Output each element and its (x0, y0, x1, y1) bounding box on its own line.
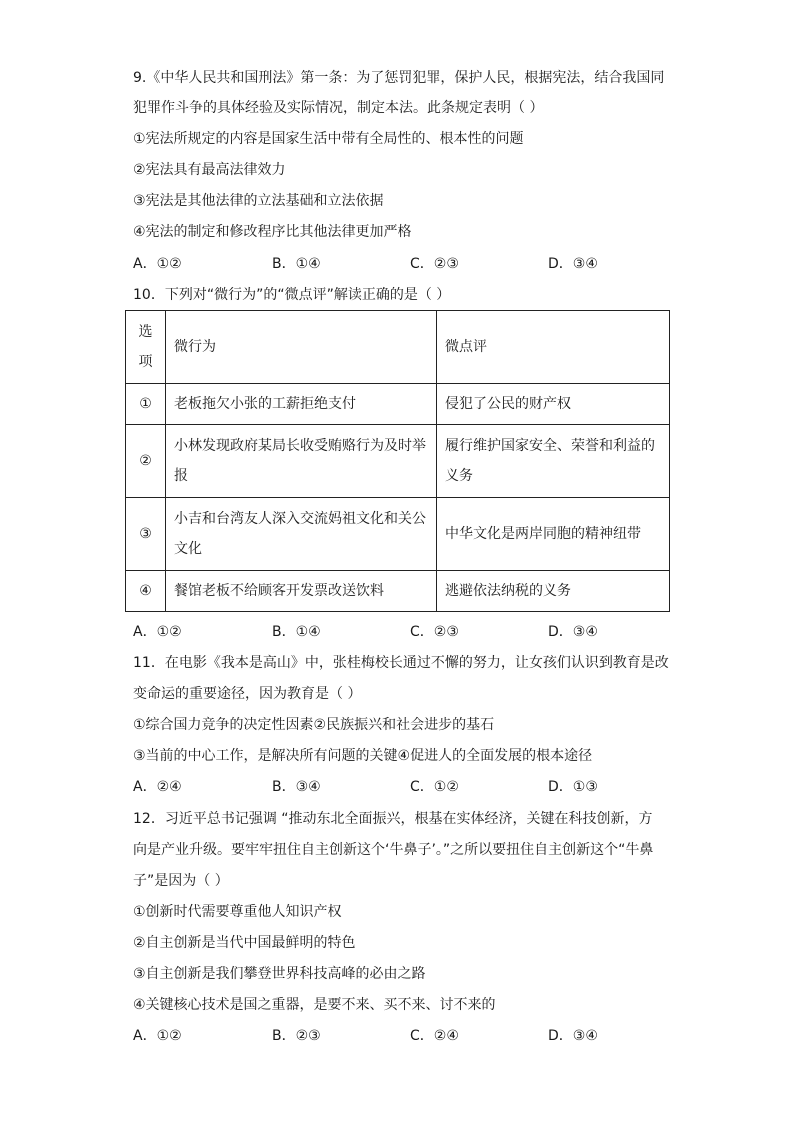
q10-choice-b[interactable]: B．①④ (272, 624, 321, 640)
table-row (126, 425, 670, 498)
row-number: ④ (126, 571, 166, 612)
header-option-char1: 选 (138, 324, 153, 340)
row-behavior-line1: 小林发现政府某局长收受贿赂行为及时举 (174, 438, 426, 454)
row-comment-line1: 履行维护国家安全、荣誉和利益的 (445, 438, 655, 454)
q12-stem-line1: 12．习近平总书记强调 “推动东北全面振兴，根基在实体经济，关键在科技创新，方 (133, 811, 653, 827)
q9-choice-c[interactable]: C．②③ (410, 256, 459, 272)
q12-choice-a[interactable]: A．①② (133, 1028, 182, 1044)
q11-choice-c[interactable]: C．①② (410, 779, 459, 795)
q9-option-1: ①宪法所规定的内容是国家生活中带有全局性的、根本性的问题 (133, 131, 524, 147)
q9-choice-a[interactable]: A．①② (133, 256, 182, 272)
row-behavior (166, 425, 437, 498)
row-comment (437, 425, 670, 498)
q9-choice-d[interactable]: D．③④ (548, 256, 598, 272)
row-comment: 中华文化是两岸同胞的精神纽带 (437, 498, 670, 571)
row-number: ① (126, 384, 166, 425)
table-row (126, 384, 670, 425)
q11-choices (133, 777, 653, 797)
q11-choice-a[interactable]: A．②④ (133, 779, 182, 795)
row-behavior: 餐馆老板不给顾客开发票改送饮料 (166, 571, 437, 612)
row-behavior-line2: 文化 (174, 541, 202, 557)
header-option-cell (126, 311, 166, 384)
q10-choice-a[interactable]: A．①② (133, 624, 182, 640)
q12-choices (133, 1026, 653, 1046)
row-comment: 侵犯了公民的财产权 (437, 384, 670, 425)
q10-stem: 10．下列对“微行为”的“微点评”解读正确的是（ ） (133, 287, 451, 303)
q12-stem-line3: 子”是因为（ ） (133, 873, 229, 889)
table-header-row (126, 311, 670, 384)
q9-option-3: ③宪法是其他法律的立法基础和立法依据 (133, 193, 384, 209)
header-comment-cell: 微点评 (437, 311, 670, 384)
q11-stem-line2: 变命运的重要途径，因为教育是（ ） (133, 686, 362, 702)
q9-option-4: ④宪法的制定和修改程序比其他法律更加严格 (133, 224, 412, 240)
q10-choices (133, 622, 653, 642)
q11-option-2: ③当前的中心工作，是解决所有问题的关键④促进人的全面发展的根本途径 (133, 748, 593, 764)
q12-option-3: ③自主创新是我们攀登世界科技高峰的必由之路 (133, 966, 426, 982)
q12-choice-c[interactable]: C．②④ (410, 1028, 459, 1044)
q12-choice-d[interactable]: D．③④ (548, 1028, 598, 1044)
table-row (126, 571, 670, 612)
table-row (126, 498, 670, 571)
q10-table (125, 310, 670, 612)
row-behavior-line1: 小吉和台湾友人深入交流妈祖文化和关公 (174, 511, 426, 527)
q12-stem-line2: 向是产业升级。要牢牢扭住自主创新这个‘牛鼻子’。”之所以要扭住自主创新这个“牛鼻 (133, 842, 654, 858)
row-behavior-line2: 报 (174, 468, 188, 484)
header-option-char2: 项 (138, 354, 153, 370)
q12-choice-b[interactable]: B．②③ (272, 1028, 321, 1044)
q9-stem-line2: 犯罪作斗争的具体经验及实际情况，制定本法。此条规定表明（ ） (133, 100, 544, 116)
q12-option-4: ④关键核心技术是国之重器，是要不来、买不来、讨不来的 (133, 997, 496, 1013)
row-number: ③ (126, 498, 166, 571)
q9-option-2: ②宪法具有最高法律效力 (133, 162, 286, 178)
row-number: ② (126, 425, 166, 498)
row-comment: 逃避依法纳税的义务 (437, 571, 670, 612)
q10-choice-d[interactable]: D．③④ (548, 624, 598, 640)
q12-option-1: ①创新时代需要尊重他人知识产权 (133, 904, 342, 920)
q10-choice-c[interactable]: C．②③ (410, 624, 459, 640)
q9-choices (133, 254, 653, 274)
q11-choice-b[interactable]: B．③④ (272, 779, 321, 795)
q11-stem-line1: 11．在电影《我本是高山》中，张桂梅校长通过不懈的努力，让女孩们认识到教育是改 (133, 655, 669, 671)
row-behavior (166, 498, 437, 571)
q11-choice-d[interactable]: D．①③ (548, 779, 598, 795)
q9-stem-line1: 9.《中华人民共和国刑法》第一条：为了惩罚犯罪，保护人民，根据宪法，结合我国同 (133, 70, 665, 86)
row-comment-line2: 义务 (445, 468, 473, 484)
q9-choice-b[interactable]: B．①④ (272, 256, 321, 272)
q11-option-1: ①综合国力竞争的决定性因素②民族振兴和社会进步的基石 (133, 717, 495, 733)
q12-option-2: ②自主创新是当代中国最鲜明的特色 (133, 935, 356, 951)
row-behavior: 老板拖欠小张的工薪拒绝支付 (166, 384, 437, 425)
header-behavior-cell: 微行为 (166, 311, 437, 384)
